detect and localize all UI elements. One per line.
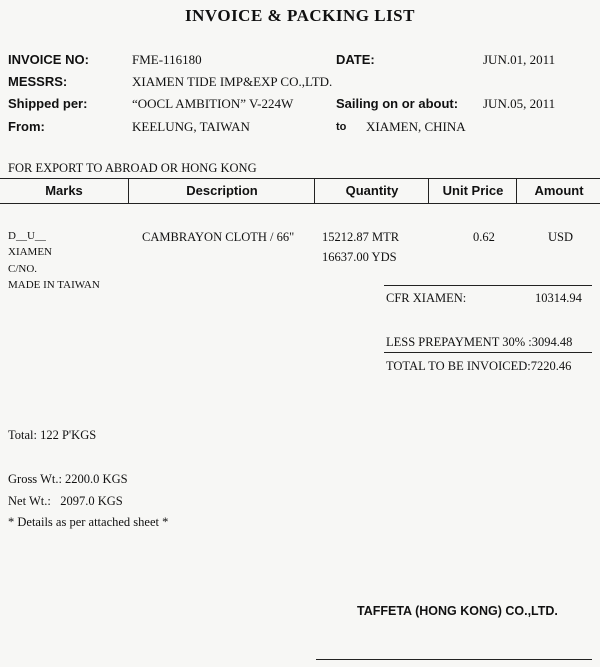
item-amount-currency: USD: [548, 230, 574, 244]
cfr-value: 10314.94: [535, 291, 582, 305]
mark-line: D__U__: [8, 230, 46, 242]
mark-line: XIAMEN: [8, 246, 52, 258]
date-label: DATE:: [336, 52, 375, 67]
prepayment-line: LESS PREPAYMENT 30% :3094.48: [386, 335, 573, 349]
export-note: FOR EXPORT TO ABROAD OR HONG KONG: [8, 161, 257, 175]
total-invoiced-line: TOTAL TO BE INVOICED:7220.46: [386, 359, 572, 373]
to-label: to: [336, 121, 347, 133]
table-header: [0, 178, 600, 204]
date-value: JUN.01, 2011: [483, 52, 556, 67]
mark-line: MADE IN TAIWAN: [8, 279, 100, 291]
column-header-amount: Amount: [516, 179, 600, 203]
invoice-no-value: FME-116180: [132, 52, 202, 67]
item-description: CAMBRAYON CLOTH / 66": [142, 230, 295, 244]
column-header-marks: Marks: [45, 183, 83, 198]
cfr-label: CFR XIAMEN:: [386, 291, 467, 305]
sailing-value: JUN.05, 2011: [483, 96, 556, 111]
item-quantity-mtr: 15212.87 MTR: [322, 230, 400, 244]
column-header-description: Description: [128, 179, 315, 203]
messrs-value: XIAMEN TIDE IMP&EXP CO.,LTD.: [132, 74, 333, 89]
column-header-unit-price: Unit Price: [428, 179, 517, 203]
shipped-per-label: Shipped per:: [8, 96, 88, 111]
signature-line: [316, 659, 592, 660]
invoice-no-label: INVOICE NO:: [8, 52, 89, 67]
summary-divider: [384, 352, 592, 353]
mark-line: C/NO.: [8, 263, 38, 275]
item-unit-price: 0.62: [473, 230, 495, 244]
details-note: * Details as per attached sheet *: [8, 515, 169, 529]
shipped-per-value: “OOCL AMBITION” V-224W: [132, 96, 294, 111]
item-quantity-yds: 16637.00 YDS: [322, 250, 397, 264]
column-header-quantity: Quantity: [314, 179, 429, 203]
net-weight: Net Wt.: 2097.0 KGS: [8, 494, 123, 508]
messrs-label: MESSRS:: [8, 74, 68, 89]
company-name: TAFFETA (HONG KONG) CO.,LTD.: [357, 604, 558, 618]
document-title: INVOICE & PACKING LIST: [185, 6, 415, 25]
sailing-label: Sailing on or about:: [336, 96, 459, 111]
from-value: KEELUNG, TAIWAN: [132, 119, 250, 134]
from-label: From:: [8, 119, 45, 134]
total-packages: Total: 122 P'KGS: [8, 428, 97, 442]
summary-divider: [384, 285, 592, 286]
to-value: XIAMEN, CHINA: [366, 119, 466, 134]
gross-weight: Gross Wt.: 2200.0 KGS: [8, 472, 128, 486]
